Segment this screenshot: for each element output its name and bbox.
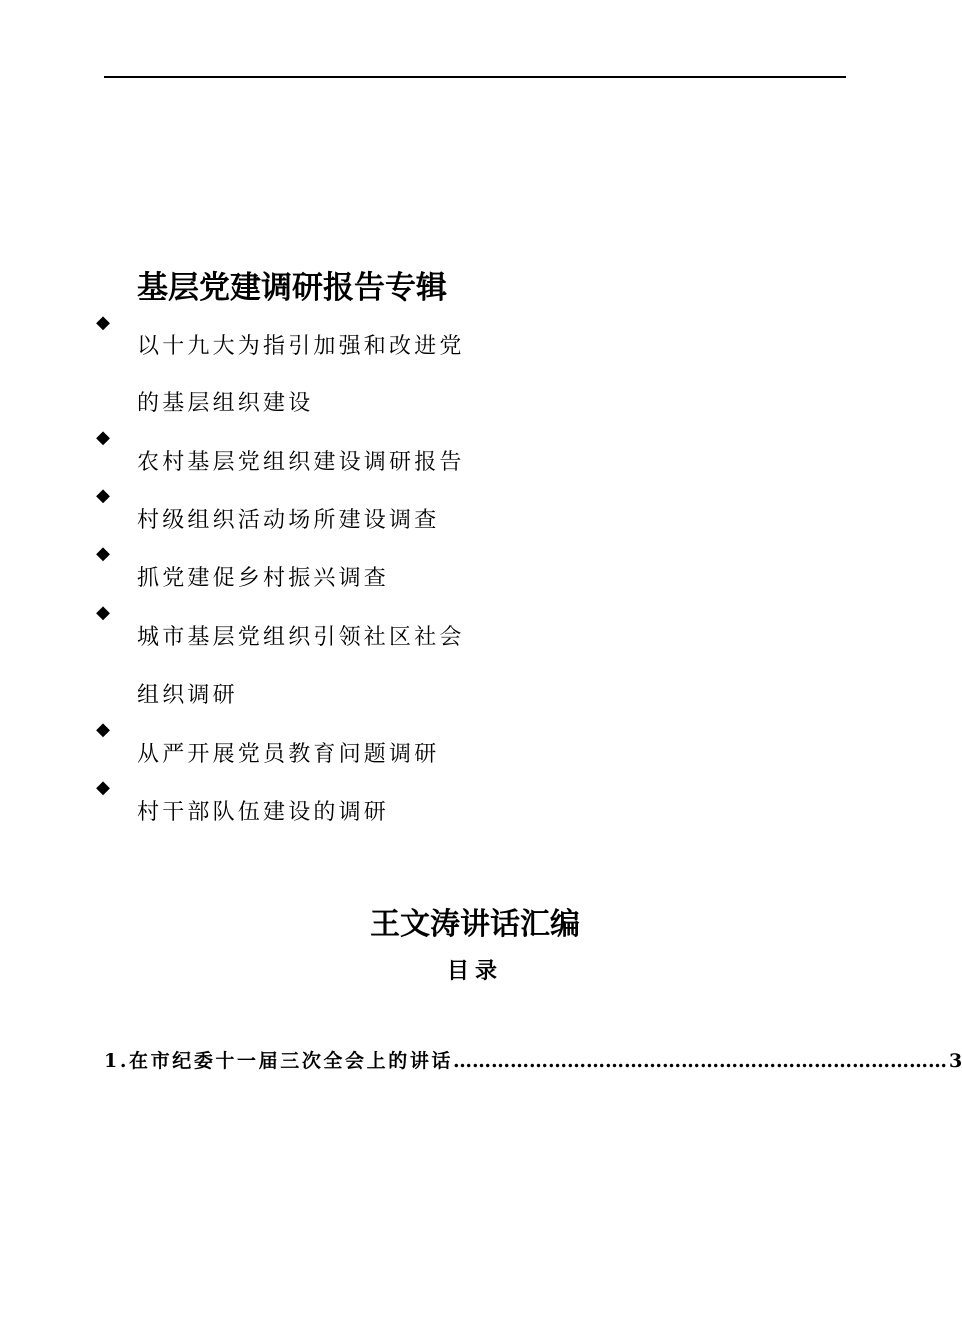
list-item-2: 农村基层党组织建设调研报告: [137, 450, 465, 475]
list-item-4: 抓党建促乡村振兴调查: [137, 566, 390, 591]
list-item-1-line-1: 以十九大为指引加强和改进党: [137, 334, 465, 359]
list-item-6: 从严开展党员教育问题调研: [137, 742, 440, 767]
bullet-diamond-icon: ◆: [96, 719, 110, 740]
list-item-5-line-1: 城市基层党组织引领社区社会: [137, 625, 465, 650]
bullet-diamond-icon: ◆: [96, 777, 110, 798]
speech-collection-title: 王文涛讲话汇编: [370, 907, 580, 942]
list-item-5-line-2: 组织调研: [137, 683, 238, 708]
bullet-diamond-icon: ◆: [96, 485, 110, 506]
toc-page-number: 3: [949, 1050, 962, 1072]
bullet-diamond-icon: ◆: [96, 543, 110, 564]
toc-entry[interactable]: [104, 1046, 962, 1073]
bullet-diamond-icon: ◆: [96, 312, 110, 333]
header-rule: [104, 76, 846, 78]
list-item-7: 村干部队伍建设的调研: [137, 800, 390, 825]
bullet-diamond-icon: ◆: [96, 427, 110, 448]
list-item-3: 村级组织活动场所建设调查: [137, 508, 440, 533]
list-item-1-line-2: 的基层组织建设: [137, 391, 314, 416]
special-title: 基层党建调研报告专辑: [137, 270, 447, 306]
toc-heading: 目录: [446, 958, 503, 984]
toc-entry-title: 1.在市纪委十一届三次全会上的讲话: [104, 1050, 454, 1072]
bullet-diamond-icon: ◆: [96, 602, 110, 623]
toc-leader-dots: ……………………………………………………………………: [453, 1050, 948, 1072]
